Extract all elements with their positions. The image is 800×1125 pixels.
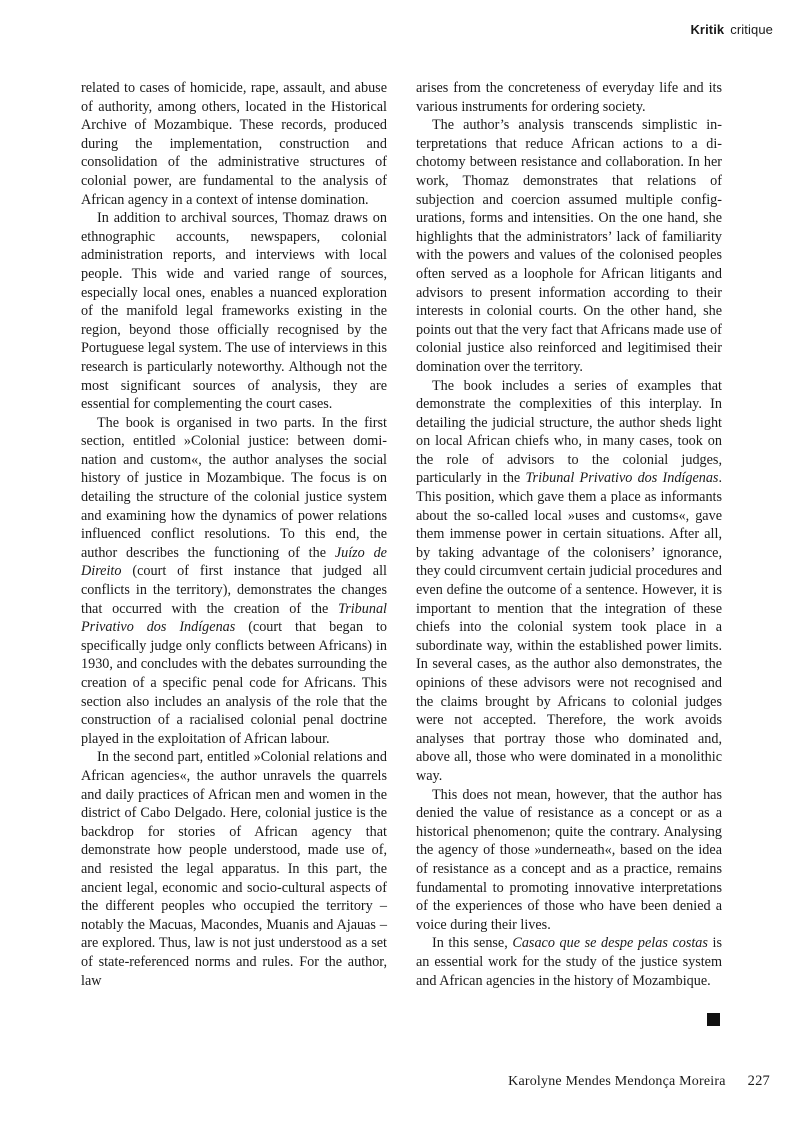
paragraph [416, 377, 722, 786]
running-head [690, 22, 773, 37]
text-run: related to cases of homicide, rape, assault, and abuse of authority, among others, located in the Historical Archive of Mozambique. These records, produced during the implementation, construction and consolidation of the administrative structures of colonial power, are fundamental to the analysis of African agency in a context of intense domination. [81, 80, 387, 208]
paragraph [416, 116, 722, 376]
paragraph [416, 786, 722, 935]
end-of-article-mark [707, 1013, 720, 1026]
text-run: The book includes a series of examples that demonstrate the complexities of this interplay. In detailing the judicial structure, the author sheds light on local African chiefs who, in many cases, took on the role of advisors to the colonial judges, particularly in the [416, 377, 722, 487]
page-footer [508, 1073, 770, 1090]
section-title: Kritik [690, 22, 725, 37]
text-run: The author’s analysis transcends simplistic interpretations that reduce African actions to a dichotomy between resistance and collaboration. In her work, Thomaz demonstrates that relations of subjection and coercion assumed multiple configurations, forms and intensities. On the one hand, she highlights that the administrators’ lack of familiarity with the powers and values of the colonised peoples often served as a loophole for African litigants and advisors to present information according to their interests in colonial courts. On the other hand, she points out that the very fact that Africans made use of colonial justice also reinforced and legitimised their domination over the territory. [416, 117, 722, 375]
italic-title: Tribunal Privativo dos Indígenas [525, 470, 719, 487]
text-run: arises from the concreteness of everyday life and its various instruments for ordering society. [416, 80, 722, 115]
paragraph [81, 209, 387, 414]
text-run: The book is organised in two parts. In the first section, entitled »Colonial justice: between domination and custom«, the author analyses the social history of justice in Mozambique. The focus is on detailing the structure of the colonial justice system and examining how the dynamics of power relations influenced conflict resolutions. To this end, the author describes the functioning of the [81, 414, 387, 561]
text-run: (court that began to specifically judge only conflicts between Africans) in 1930, and concludes with the debates surrounding the creation of a specific penal code for Africans. This section also includes an analysis of the role that the construction of a racialised colonial penal doctrine played in the exploitation of African labour. [81, 619, 387, 747]
paragraph [416, 79, 722, 116]
text-run: In the second part, entitled »Colonial relations and African agencies«, the author unravels the quarrels and daily practices of African men and women in the district of Cabo Delgado. Here, colonial justice is the backdrop for stories of African agency that demonstrate how people understood, made use of, and resisted the legal apparatus. In this part, the ancient legal, economic and socio-cultural aspects of the different peoples who occupied the territory – notably the Macuas, Macondes, Muanis and Ajauas – are explored. Thus, law is not just understood as a set of state-referenced norms and rules. For the author, law [81, 749, 387, 989]
paragraph [81, 414, 387, 749]
italic-title: Tribunal Privativo dos Indígenas [81, 600, 387, 636]
text-run: . This position, which gave them a place as informants about the so-called local »uses and customs«, gave them immense power in certain situations. After all, by taking advantage of the colonisers’ ignorance, they could circumvent certain judicial procedures and even define the outcome of a sentence. However, it is important to mention that the integration of these chiefs into the colonial system took place in a subordinate way, within the established power limits. In several cases, as the author also demonstrates, the opinions of these advisors were not recognised and the claims brought by Africans to colonial judges were not accepted. Therefore, the work avoids analyses that portray those who dominated and, above all, those who were dominated in a monolithic way. [416, 470, 722, 784]
page-number: 227 [747, 1073, 770, 1089]
paragraph [81, 79, 387, 209]
author-name: Karolyne Mendes Mendonça Moreira [508, 1074, 726, 1089]
section-subtitle: critique [730, 22, 773, 37]
right-column [416, 79, 722, 990]
text-run: In this sense, [432, 935, 513, 952]
left-column [81, 79, 387, 990]
text-run: is an essential work for the study of the justice system and African agencies in the history of Mozambique. [416, 935, 722, 989]
text-run: This does not mean, however, that the author has denied the value of resistance as a concept or as a historical phenomenon; quite the contrary. Analysing the agency of those »underneath«, based on the idea of resistance as a concept and as a practice, remains fundamental to promoting innovative interpretations of the experiences of those who have been denied a voice during their lives. [416, 786, 722, 933]
paragraph [416, 934, 722, 990]
text-run: (court of first instance that judged all conflicts in the territory), demonstrates the changes that occurred with the creation of the [81, 563, 387, 617]
paragraph [81, 748, 387, 990]
italic-title: Casaco que se despe pelas costas [512, 935, 708, 952]
italic-title: Juízo de Direito [81, 544, 387, 580]
text-run: In addition to archival sources, Thomaz draws on ethnographic accounts, newspapers, colonial administration reports, and interviews with local people. This wide and varied range of sources, especially local ones, enables a nuanced exploration of the manifold legal frameworks existing in the region, beyond those officially recognised by the Portuguese legal system. The use of interviews in this research is particularly noteworthy. Although not the most significant sources of analysis, they are essential for complementing the court cases. [81, 210, 387, 413]
